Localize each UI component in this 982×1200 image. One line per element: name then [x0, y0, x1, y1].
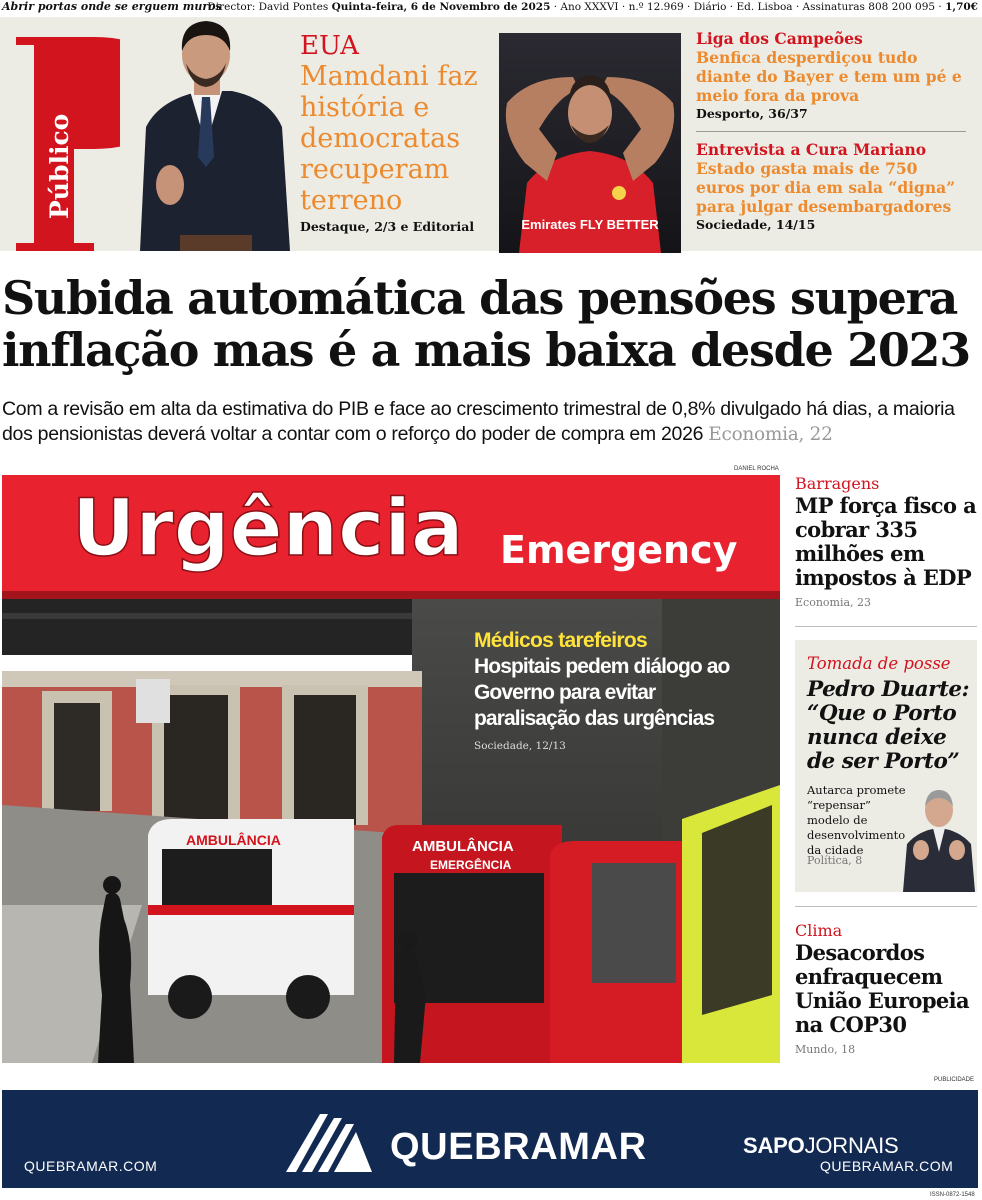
director: Director: David Pontes — [207, 1, 329, 13]
ad-url-left: QUEBRAMAR.COM — [24, 1158, 158, 1174]
story-headline: Benfica desperdiçou tudo diante do Bayer e tem um pé e meio fora da prova — [696, 48, 962, 105]
mamdani-photo — [120, 17, 290, 251]
caption-kicker: Médicos tarefeiros — [474, 629, 647, 652]
story-kicker: Entrevista a Cura Mariano — [696, 140, 927, 159]
story-headline: MP força fisco a cobrar 335 milhões em impostos à EDP — [795, 493, 977, 590]
sapo-jornais-logo — [743, 1133, 899, 1159]
story-kicker: Clima — [795, 921, 843, 940]
benfica-player-photo — [499, 33, 681, 253]
story-ref: Mundo, 18 — [795, 1043, 856, 1056]
story-champions-league[interactable] — [696, 29, 966, 131]
tagline: Abrir portas onde se erguem muros — [2, 0, 222, 13]
story-kicker: Liga dos Campeões — [696, 29, 863, 48]
lead-headline: Mamdani faz história e democratas recuperam terreno — [300, 61, 478, 216]
main-standfirst — [2, 397, 980, 447]
jersey-text: Emirates FLY BETTER — [521, 217, 659, 232]
photo-credit: DANIEL ROCHA — [734, 466, 779, 472]
logo-wordmark: Público — [45, 113, 74, 219]
advertising-label: PUBLICIDADE — [934, 1077, 975, 1083]
ambulance-label-1: AMBULÂNCIA — [186, 832, 281, 848]
story-dek: Autarca promete “repensar” modelo de desenvolvimento da cidade — [807, 783, 906, 857]
sapo-light: JORNAIS — [804, 1133, 899, 1158]
story-ref: Desporto, 36/37 — [696, 106, 808, 121]
issue-date: Quinta-feira, 6 de Novembro de 2025 — [331, 1, 551, 13]
lead-kicker: EUA — [300, 31, 359, 61]
story-headline: Pedro Duarte: “Que o Porto nunca deixe de ser Porto” — [807, 677, 970, 774]
caption-headline: Hospitais pedem diálogo ao Governo para evitar paralisação das urgências — [474, 655, 730, 730]
story-clima[interactable] — [795, 921, 977, 1056]
story-kicker: Tomada de posse — [807, 654, 951, 673]
header-side-stories — [696, 29, 966, 242]
issn: ISSN-0872-1548 — [930, 1192, 975, 1198]
divider — [795, 626, 977, 627]
story-ref: Política, 8 — [807, 854, 863, 867]
ad-url-right: QUEBRAMAR.COM — [820, 1158, 954, 1174]
story-ref: Sociedade, 14/15 — [696, 217, 816, 232]
header-band — [0, 17, 982, 251]
story-headline: Estado gasta mais de 750 euros por dia em sala “digna” para julgar desembargadores — [696, 159, 956, 216]
story-barragens[interactable] — [795, 474, 977, 609]
lead-ref: Destaque, 2/3 e Editorial — [300, 219, 475, 234]
story-ref: Economia, 23 — [795, 596, 872, 609]
ambulance-label-2: AMBULÂNCIA — [412, 838, 514, 855]
story-headline: Desacordos enfraquecem União Europeia na COP30 — [795, 940, 970, 1037]
standfirst-ref: Economia, 22 — [708, 424, 833, 445]
story-cura-mariano[interactable] — [696, 131, 966, 242]
main-headline[interactable]: Subida automática das pensões supera inflação mas é a mais baixa desde 2023 — [2, 271, 970, 377]
pedro-duarte-photo — [901, 778, 977, 892]
photo-illustration — [2, 475, 780, 1063]
story-kicker: Barragens — [795, 474, 880, 493]
story-tomada-de-posse[interactable] — [795, 640, 977, 892]
divider — [795, 906, 977, 907]
issue-info — [207, 0, 978, 14]
sign-urgencia: Urgência — [72, 484, 464, 574]
quebramar-logo-icon — [286, 1110, 372, 1172]
price: 1,70€ — [945, 1, 978, 13]
urgencia-photo[interactable] — [2, 475, 780, 1063]
ad-brand: QUEBRAMAR — [390, 1126, 647, 1168]
standfirst-text: Com a revisão em alta da estimativa do PIB e face ao crescimento trimestral de 0,8% divulgado há dias, a maioria dos pensionistas deverá voltar a contar com o reforço do poder de compra em 2026 — [2, 398, 955, 445]
issue-details: · Ano XXXVI · n.º 12.969 · Diário · Ed. Lisboa · Assinaturas 808 200 095 · — [553, 1, 942, 13]
caption-ref: Sociedade, 12/13 — [474, 740, 566, 752]
lead-story-eua[interactable] — [300, 31, 495, 234]
photo-caption[interactable] — [474, 627, 764, 752]
ambulance-label-2b: EMERGÊNCIA — [430, 858, 512, 872]
quebramar-ad[interactable] — [2, 1090, 978, 1188]
masthead-strip — [0, 0, 982, 15]
sign-emergency: Emergency — [500, 528, 738, 572]
sapo-bold: SAPO — [743, 1133, 805, 1158]
